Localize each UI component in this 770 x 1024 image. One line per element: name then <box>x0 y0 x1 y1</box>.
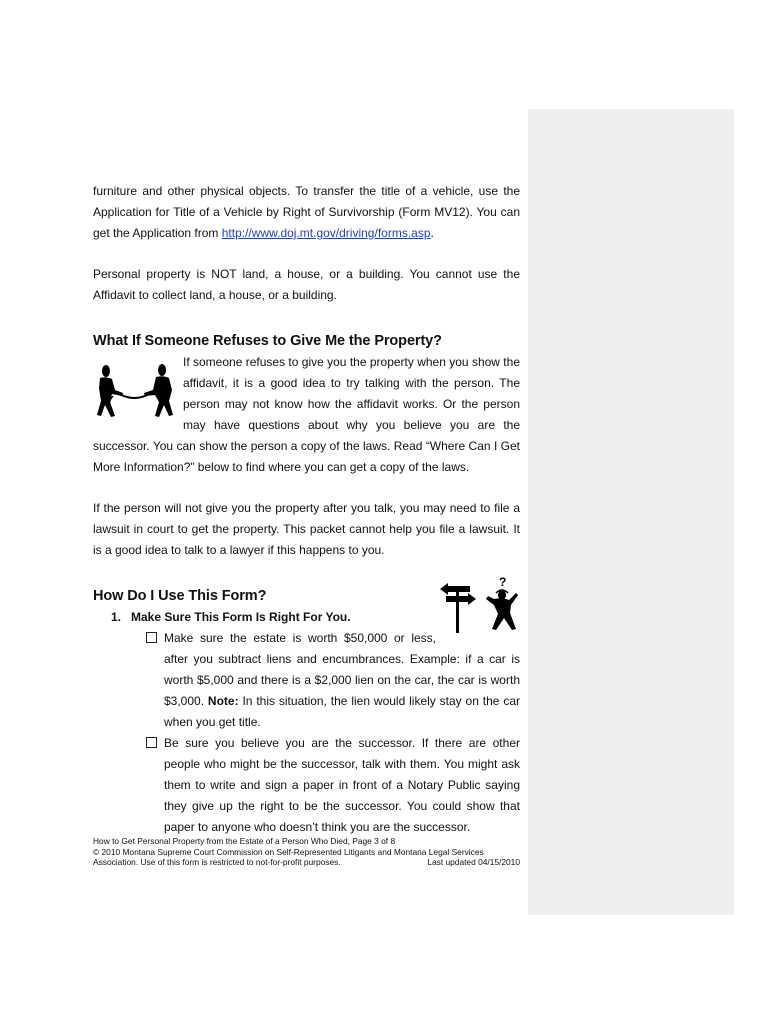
footer-title: How to Get Personal Property from the Estate of a Person Who Died, Page 3 of 8 <box>93 836 396 846</box>
paragraph-text-end: . <box>430 226 434 240</box>
paragraph-refuses <box>93 352 520 478</box>
footer-copyright: © 2010 Montana Supreme Court Commission on Self-Represented Litigants and Montana Legal Services <box>93 846 484 857</box>
paragraph-vehicle-title <box>93 181 520 244</box>
paragraph-lawsuit: If the person will not give you the property after you talk, you may need to file a lawsuit in court to get the property. This packet cannot help you file a lawsuit. It is a good idea to talk to a lawyer if this happens to you. <box>93 501 520 557</box>
paragraph-text: furniture and other physical objects. To transfer the title of a vehicle, use the Application for Title of a Vehicle by Right of Survivorship (Form MV12). You can get the Application from <box>93 184 520 240</box>
paragraph-personal-property: Personal property is NOT land, a house, or a building. You cannot use the Affidavit to collect land, a house, or a building. <box>93 267 520 302</box>
page-body <box>93 181 520 838</box>
heading-text: How Do I Use This Form? <box>93 588 267 604</box>
checklist-text: Be sure you believe you are the successor. If there are other people who might be the successor, talk with them. You might ask them to write and sign a paper in front of a Notary Public saying they give up the right to be the successor. You could show that paper to anyone who doesn’t think you are the successor. <box>164 736 520 834</box>
footer-last-updated: Last updated 04/15/2010 <box>427 857 520 867</box>
footer-row <box>93 857 520 868</box>
tug-of-war-clipart-icon <box>93 360 183 420</box>
heading-how-to-use <box>93 577 520 607</box>
checkbox[interactable] <box>146 737 157 748</box>
step-number: 1. <box>111 610 122 624</box>
question-mark: ? <box>499 577 507 589</box>
checklist-item-estate-value <box>93 628 520 733</box>
checklist-text: Make sure the estate is worth $50,000 or less, after you subtract liens and encumbrances. Example: if a car is worth $5,000 and there is a $2,000 lien on the car, the car is worth $3,000. <box>164 631 520 708</box>
comment-pane <box>528 109 734 915</box>
heading-refuses: What If Someone Refuses to Give Me the Property? <box>93 333 442 349</box>
page-footer <box>93 836 520 868</box>
forms-link[interactable]: http://www.doj.mt.gov/driving/forms.asp <box>221 226 431 240</box>
checklist-text-end: In this situation, the lien would likely stay on the car when you get title. <box>164 694 521 729</box>
checklist-item-successor <box>93 733 520 838</box>
note-label: Note: <box>207 694 239 708</box>
confused-person-signpost-icon <box>436 577 520 633</box>
checkbox[interactable] <box>146 632 157 643</box>
footer-usage-note: Association. Use of this form is restricted to not-for-profit purposes. <box>93 857 341 867</box>
paragraph-text: If someone refuses to give you the property when you show the affidavit, it is a good idea to try talking with the person. The person may not know how the affidavit works. Or the person may have questions about why you believe you are the successor. You can show the person a copy of the laws. Read “Where Can I Get More Information?” below to find where you can get a copy of the laws. <box>93 355 520 474</box>
step-title-text: Make Sure This Form Is Right For You. <box>131 610 351 624</box>
